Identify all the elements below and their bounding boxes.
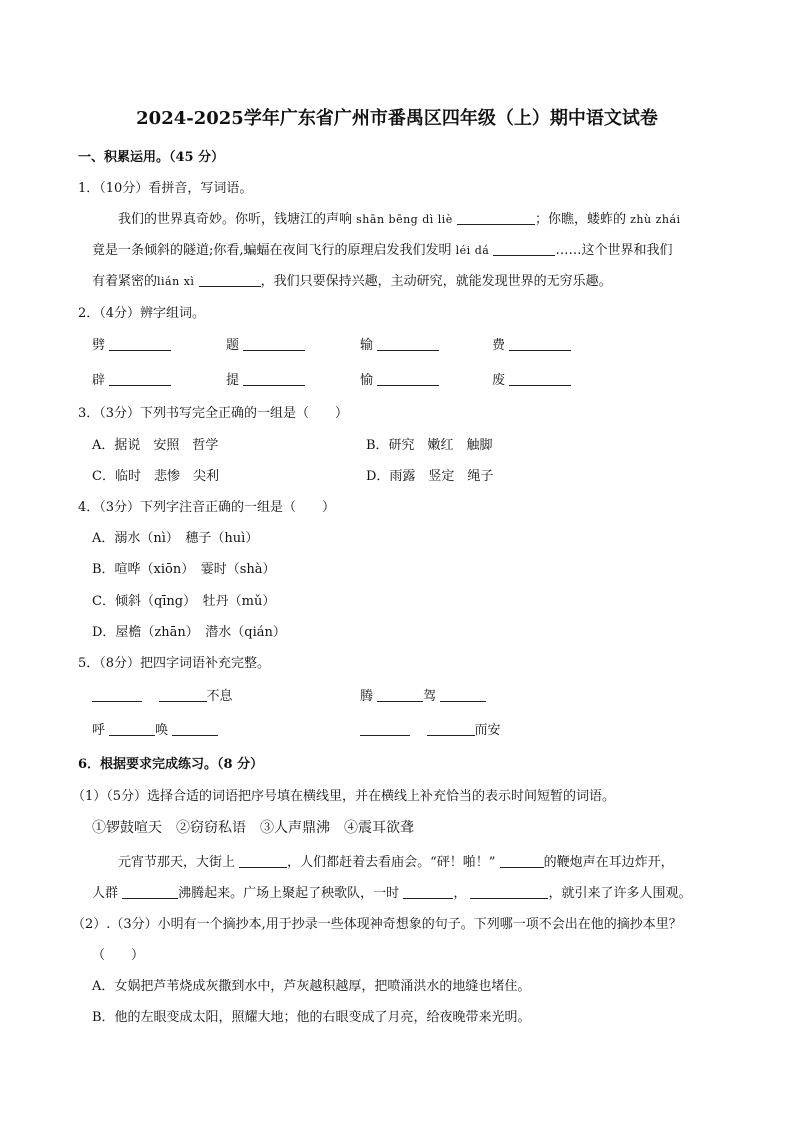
q3-stem: 3．（3分）下列书写完全正确的一组是（ ） (78, 406, 349, 421)
q1-stem: 1．（10分）看拼音，写词语。 (78, 181, 253, 196)
answer-blank[interactable] (470, 886, 548, 899)
q4-option-a[interactable]: A．溺水（nì） 穗子（huì） (92, 531, 259, 546)
answer-blank[interactable] (199, 274, 261, 287)
q1-text: ，我们只要保持兴趣，主动研究，就能发现世界的无穷乐趣。 (260, 274, 612, 289)
q6-para-line1: 元宵节那天，大街上 ，人们都赶着去看庙会。“砰！啪！” 的鞭炮声在耳边炸开， (118, 855, 674, 870)
answer-blank[interactable] (172, 723, 218, 736)
q2-item: 劈 (92, 334, 171, 353)
answer-blank[interactable] (377, 338, 439, 351)
answer-blank[interactable] (159, 689, 207, 702)
q2-item: 输 (360, 334, 439, 353)
pinyin: zhù zhái (630, 213, 681, 226)
q2-item: 废 (492, 369, 571, 388)
q6-option-a[interactable]: A．女娲把芦苇烧成灰撒到水中，芦灰越积越厚，把喷涌洪水的地缝也堵住。 (92, 979, 531, 994)
q5-stem: 5．（8分）把四字词语补充完整。 (78, 656, 271, 671)
answer-blank[interactable] (243, 338, 305, 351)
q5-item: 腾 驾 (360, 685, 486, 704)
q4-option-b[interactable]: B．喧哗（xiōn） 霎时（shà） (92, 562, 276, 577)
q3-option-d[interactable]: D．雨露 竖定 绳子 (366, 469, 494, 484)
answer-paren[interactable]: （ ） (92, 948, 145, 963)
answer-blank[interactable] (360, 723, 410, 736)
exam-title: 2024-2025学年广东省广州市番禺区四年级（上）期中语文试卷 (136, 108, 658, 129)
q1-text: ……这个世界和我们 (555, 243, 673, 258)
q4-stem: 4．（3分）下列字注音正确的一组是（ ） (78, 500, 336, 515)
q2-stem: 2．（4分）辨字组词。 (78, 306, 206, 321)
section-1-heading: 一、积累运用。（45 分） (78, 150, 225, 165)
section-6-heading: 6．根据要求完成练习。（8 分） (78, 757, 264, 772)
q1-line2 (92, 239, 672, 258)
answer-blank[interactable] (440, 689, 486, 702)
q1-line1 (118, 208, 681, 227)
pinyin: lián xì (157, 275, 195, 288)
q1-text: ；你瞧，蝼蚱的 (534, 212, 626, 227)
q6-option-b[interactable]: B．他的左眼变成太阳，照耀大地；他的右眼变成了月亮，给夜晚带来光明。 (92, 1010, 531, 1025)
q3-option-b[interactable]: B．研究 嫩红 触脚 (366, 438, 493, 453)
answer-blank[interactable] (377, 373, 439, 386)
q1-text: 我们的世界真奇妙。你听，钱塘江的声响 (118, 212, 353, 227)
q6-options: ①锣鼓喧天 ②窃窃私语 ③人声鼎沸 ④震耳欲聋 (92, 820, 414, 836)
q2-item: 费 (492, 334, 571, 353)
q1-text: 有着紧密的 (92, 274, 158, 289)
q5-item: 而安 (360, 719, 501, 738)
answer-blank[interactable] (509, 373, 571, 386)
answer-blank[interactable] (122, 886, 178, 899)
q4-option-d[interactable]: D．屋檐（zhān） 潜水（qián） (92, 625, 286, 640)
q3-option-c[interactable]: C．临时 悲惨 尖利 (92, 469, 219, 484)
q2-item: 题 (226, 334, 305, 353)
q2-item: 辟 (92, 369, 171, 388)
answer-blank[interactable] (493, 243, 555, 256)
pinyin: shān bēng dì liè (356, 213, 453, 226)
answer-blank[interactable] (457, 212, 535, 225)
pinyin: léi dá (455, 244, 490, 257)
q6-sub1-stem: （1）（5分）选择合适的词语把序号填在横线里，并在横线上补充恰当的表示时间短暂的词语。 (72, 789, 616, 804)
q1-text: 竟是一条倾斜的隧道;你看,蝙蝠在夜间飞行的原理启发我们发明 (92, 243, 452, 258)
answer-blank[interactable] (109, 723, 155, 736)
answer-blank[interactable] (243, 373, 305, 386)
answer-blank[interactable] (500, 855, 544, 868)
q5-item: 呼 唤 (92, 719, 218, 738)
answer-blank[interactable] (509, 338, 571, 351)
answer-blank[interactable] (109, 338, 171, 351)
answer-blank[interactable] (427, 723, 475, 736)
q5-item: 不息 (92, 685, 233, 704)
q4-option-c[interactable]: C．倾斜（qīng） 牡丹（mǔ） (92, 594, 276, 609)
q2-item: 提 (226, 369, 305, 388)
answer-blank[interactable] (239, 855, 287, 868)
answer-blank[interactable] (403, 886, 453, 899)
answer-blank[interactable] (377, 689, 423, 702)
answer-blank[interactable] (109, 373, 171, 386)
q3-option-a[interactable]: A．据说 安照 哲学 (92, 438, 219, 453)
q6-sub2-stem: （2）.（3分）小明有一个摘抄本,用于抄录一些体现神奇想象的句子。下列哪一项不会出在他的摘抄本里？ (72, 917, 682, 932)
q2-item: 愉 (360, 369, 439, 388)
q1-line3 (92, 270, 612, 289)
answer-blank[interactable] (92, 689, 142, 702)
q6-para-line2: 人群 沸腾起来。广场上聚起了秧歌队，一时 ， ，就引来了许多人围观。 (92, 886, 692, 901)
